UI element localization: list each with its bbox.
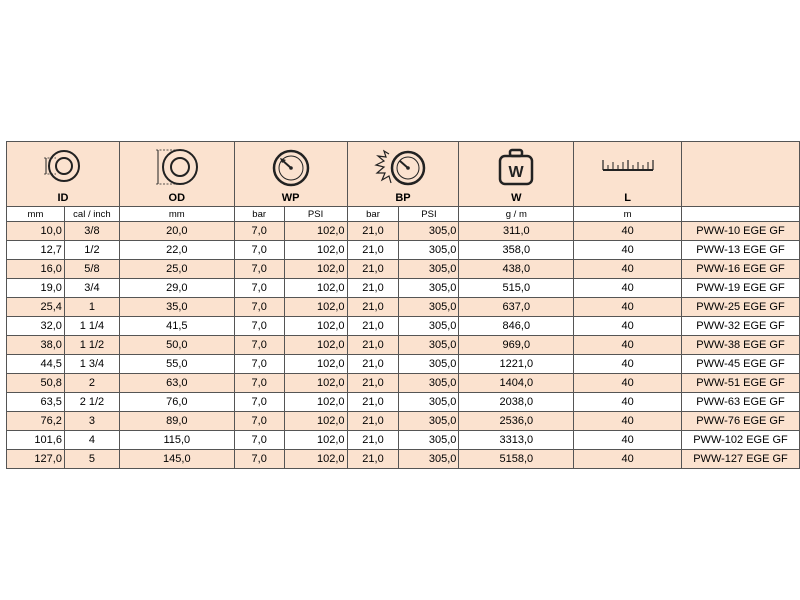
cell-wp-bar: 7,0	[234, 298, 284, 317]
cell-weight: 2038,0	[459, 393, 574, 412]
cell-bp-psi: 305,0	[399, 374, 459, 393]
cell-id-mm: 63,5	[7, 393, 65, 412]
cell-length: 40	[574, 412, 682, 431]
unit-id-inch: cal / inch	[64, 207, 119, 222]
cell-bp-psi: 305,0	[399, 355, 459, 374]
cell-od: 29,0	[119, 279, 234, 298]
cell-bp-bar: 21,0	[347, 241, 399, 260]
cell-id-mm: 44,5	[7, 355, 65, 374]
cell-bp-psi: 305,0	[399, 336, 459, 355]
cell-wp-bar: 7,0	[234, 241, 284, 260]
cell-bp-bar: 21,0	[347, 393, 399, 412]
cell-weight: 1221,0	[459, 355, 574, 374]
cell-wp-bar: 7,0	[234, 260, 284, 279]
cell-bp-psi: 305,0	[399, 298, 459, 317]
unit-wp-psi: PSI	[284, 207, 347, 222]
cell-od: 50,0	[119, 336, 234, 355]
cell-wp-bar: 7,0	[234, 431, 284, 450]
cell-bp-bar: 21,0	[347, 374, 399, 393]
cell-bp-psi: 305,0	[399, 412, 459, 431]
cell-bp-bar: 21,0	[347, 260, 399, 279]
header-code	[682, 142, 800, 207]
cell-od: 89,0	[119, 412, 234, 431]
cell-product-code: PWW-45 EGE GF	[682, 355, 800, 374]
cell-bp-psi: 305,0	[399, 393, 459, 412]
cell-product-code: PWW-63 EGE GF	[682, 393, 800, 412]
cell-od: 22,0	[119, 241, 234, 260]
ring-inner-diameter-icon	[40, 148, 86, 186]
cell-length: 40	[574, 241, 682, 260]
cell-length: 40	[574, 355, 682, 374]
cell-id-mm: 32,0	[7, 317, 65, 336]
unit-wp-bar: bar	[234, 207, 284, 222]
cell-id-mm: 19,0	[7, 279, 65, 298]
cell-bp-bar: 21,0	[347, 412, 399, 431]
cell-wp-bar: 7,0	[234, 317, 284, 336]
cell-product-code: PWW-16 EGE GF	[682, 260, 800, 279]
cell-bp-psi: 305,0	[399, 431, 459, 450]
cell-weight: 5158,0	[459, 450, 574, 469]
cell-weight: 1404,0	[459, 374, 574, 393]
cell-product-code: PWW-25 EGE GF	[682, 298, 800, 317]
header-od	[119, 142, 234, 207]
cell-weight: 311,0	[459, 222, 574, 241]
cell-weight: 846,0	[459, 317, 574, 336]
header-id-label: ID	[57, 192, 69, 204]
units-row	[7, 207, 800, 222]
table-row	[7, 279, 800, 298]
cell-wp-bar: 7,0	[234, 222, 284, 241]
header-l-label: L	[624, 192, 631, 204]
cell-od: 35,0	[119, 298, 234, 317]
cell-length: 40	[574, 393, 682, 412]
cell-length: 40	[574, 374, 682, 393]
table-row	[7, 393, 800, 412]
cell-id-inch: 4	[64, 431, 119, 450]
cell-bp-bar: 21,0	[347, 222, 399, 241]
cell-bp-psi: 305,0	[399, 222, 459, 241]
header-l	[574, 142, 682, 207]
cell-id-mm: 76,2	[7, 412, 65, 431]
cell-id-inch: 3/4	[64, 279, 119, 298]
cell-weight: 3313,0	[459, 431, 574, 450]
table-row	[7, 431, 800, 450]
weight-icon	[496, 148, 536, 188]
header-bp	[347, 142, 459, 207]
cell-length: 40	[574, 317, 682, 336]
cell-wp-psi: 102,0	[284, 241, 347, 260]
pressure-gauge-icon	[269, 148, 313, 188]
cell-id-inch: 5/8	[64, 260, 119, 279]
cell-id-inch: 1/2	[64, 241, 119, 260]
cell-id-mm: 16,0	[7, 260, 65, 279]
unit-l: m	[574, 207, 682, 222]
unit-id-mm: mm	[7, 207, 65, 222]
table-row	[7, 336, 800, 355]
weight-icon-letter: W	[508, 164, 524, 181]
cell-od: 25,0	[119, 260, 234, 279]
unit-code	[682, 207, 800, 222]
cell-bp-psi: 305,0	[399, 241, 459, 260]
cell-wp-psi: 102,0	[284, 298, 347, 317]
cell-product-code: PWW-13 EGE GF	[682, 241, 800, 260]
cell-weight: 637,0	[459, 298, 574, 317]
cell-weight: 515,0	[459, 279, 574, 298]
header-wp-label: WP	[281, 192, 300, 204]
cell-bp-bar: 21,0	[347, 355, 399, 374]
cell-id-mm: 38,0	[7, 336, 65, 355]
cell-wp-psi: 102,0	[284, 393, 347, 412]
cell-id-inch: 1 3/4	[64, 355, 119, 374]
cell-wp-psi: 102,0	[284, 222, 347, 241]
cell-wp-bar: 7,0	[234, 450, 284, 469]
cell-bp-psi: 305,0	[399, 260, 459, 279]
cell-id-inch: 5	[64, 450, 119, 469]
cell-wp-psi: 102,0	[284, 336, 347, 355]
cell-wp-psi: 102,0	[284, 279, 347, 298]
cell-product-code: PWW-32 EGE GF	[682, 317, 800, 336]
cell-length: 40	[574, 260, 682, 279]
cell-wp-psi: 102,0	[284, 412, 347, 431]
cell-wp-bar: 7,0	[234, 393, 284, 412]
header-id	[7, 142, 120, 207]
unit-od-mm: mm	[119, 207, 234, 222]
table-row	[7, 450, 800, 469]
cell-id-inch: 1	[64, 298, 119, 317]
cell-product-code: PWW-127 EGE GF	[682, 450, 800, 469]
cell-wp-psi: 102,0	[284, 450, 347, 469]
cell-product-code: PWW-51 EGE GF	[682, 374, 800, 393]
header-od-label: OD	[168, 192, 186, 204]
cell-wp-psi: 102,0	[284, 260, 347, 279]
cell-length: 40	[574, 336, 682, 355]
table-row	[7, 374, 800, 393]
burst-pressure-gauge-icon	[372, 148, 434, 188]
table-row	[7, 222, 800, 241]
cell-od: 76,0	[119, 393, 234, 412]
cell-product-code: PWW-19 EGE GF	[682, 279, 800, 298]
unit-w: g / m	[459, 207, 574, 222]
cell-bp-bar: 21,0	[347, 431, 399, 450]
cell-bp-psi: 305,0	[399, 450, 459, 469]
hose-spec-table	[6, 141, 800, 469]
cell-od: 145,0	[119, 450, 234, 469]
cell-wp-bar: 7,0	[234, 355, 284, 374]
cell-id-mm: 12,7	[7, 241, 65, 260]
cell-wp-bar: 7,0	[234, 336, 284, 355]
cell-bp-psi: 305,0	[399, 317, 459, 336]
cell-length: 40	[574, 431, 682, 450]
cell-product-code: PWW-38 EGE GF	[682, 336, 800, 355]
cell-od: 63,0	[119, 374, 234, 393]
table-row	[7, 355, 800, 374]
table-row	[7, 317, 800, 336]
cell-weight: 358,0	[459, 241, 574, 260]
cell-id-mm: 50,8	[7, 374, 65, 393]
cell-id-inch: 3/8	[64, 222, 119, 241]
cell-id-inch: 2 1/2	[64, 393, 119, 412]
cell-wp-bar: 7,0	[234, 412, 284, 431]
cell-bp-psi: 305,0	[399, 279, 459, 298]
cell-bp-bar: 21,0	[347, 336, 399, 355]
cell-wp-psi: 102,0	[284, 355, 347, 374]
ruler-icon	[601, 156, 655, 176]
cell-id-inch: 1 1/4	[64, 317, 119, 336]
cell-id-mm: 10,0	[7, 222, 65, 241]
cell-length: 40	[574, 279, 682, 298]
cell-wp-psi: 102,0	[284, 374, 347, 393]
cell-id-mm: 101,6	[7, 431, 65, 450]
cell-weight: 2536,0	[459, 412, 574, 431]
cell-length: 40	[574, 298, 682, 317]
cell-wp-psi: 102,0	[284, 317, 347, 336]
header-bp-label: BP	[395, 192, 411, 204]
unit-bp-psi: PSI	[399, 207, 459, 222]
header-wp	[234, 142, 347, 207]
cell-wp-bar: 7,0	[234, 279, 284, 298]
table-row	[7, 412, 800, 431]
cell-wp-bar: 7,0	[234, 374, 284, 393]
cell-weight: 438,0	[459, 260, 574, 279]
cell-product-code: PWW-76 EGE GF	[682, 412, 800, 431]
cell-length: 40	[574, 222, 682, 241]
cell-bp-bar: 21,0	[347, 279, 399, 298]
cell-id-inch: 2	[64, 374, 119, 393]
table-row	[7, 241, 800, 260]
cell-wp-psi: 102,0	[284, 431, 347, 450]
header-row	[7, 142, 800, 207]
cell-id-mm: 25,4	[7, 298, 65, 317]
cell-product-code: PWW-10 EGE GF	[682, 222, 800, 241]
cell-od: 41,5	[119, 317, 234, 336]
cell-id-mm: 127,0	[7, 450, 65, 469]
cell-product-code: PWW-102 EGE GF	[682, 431, 800, 450]
cell-od: 115,0	[119, 431, 234, 450]
cell-bp-bar: 21,0	[347, 298, 399, 317]
table-row	[7, 260, 800, 279]
cell-bp-bar: 21,0	[347, 317, 399, 336]
table-row	[7, 298, 800, 317]
cell-od: 55,0	[119, 355, 234, 374]
unit-bp-bar: bar	[347, 207, 399, 222]
cell-id-inch: 1 1/2	[64, 336, 119, 355]
cell-od: 20,0	[119, 222, 234, 241]
ring-outer-diameter-icon	[152, 148, 202, 188]
cell-weight: 969,0	[459, 336, 574, 355]
cell-length: 40	[574, 450, 682, 469]
cell-bp-bar: 21,0	[347, 450, 399, 469]
header-w-label: W	[511, 192, 522, 204]
cell-id-inch: 3	[64, 412, 119, 431]
header-w	[459, 142, 574, 207]
